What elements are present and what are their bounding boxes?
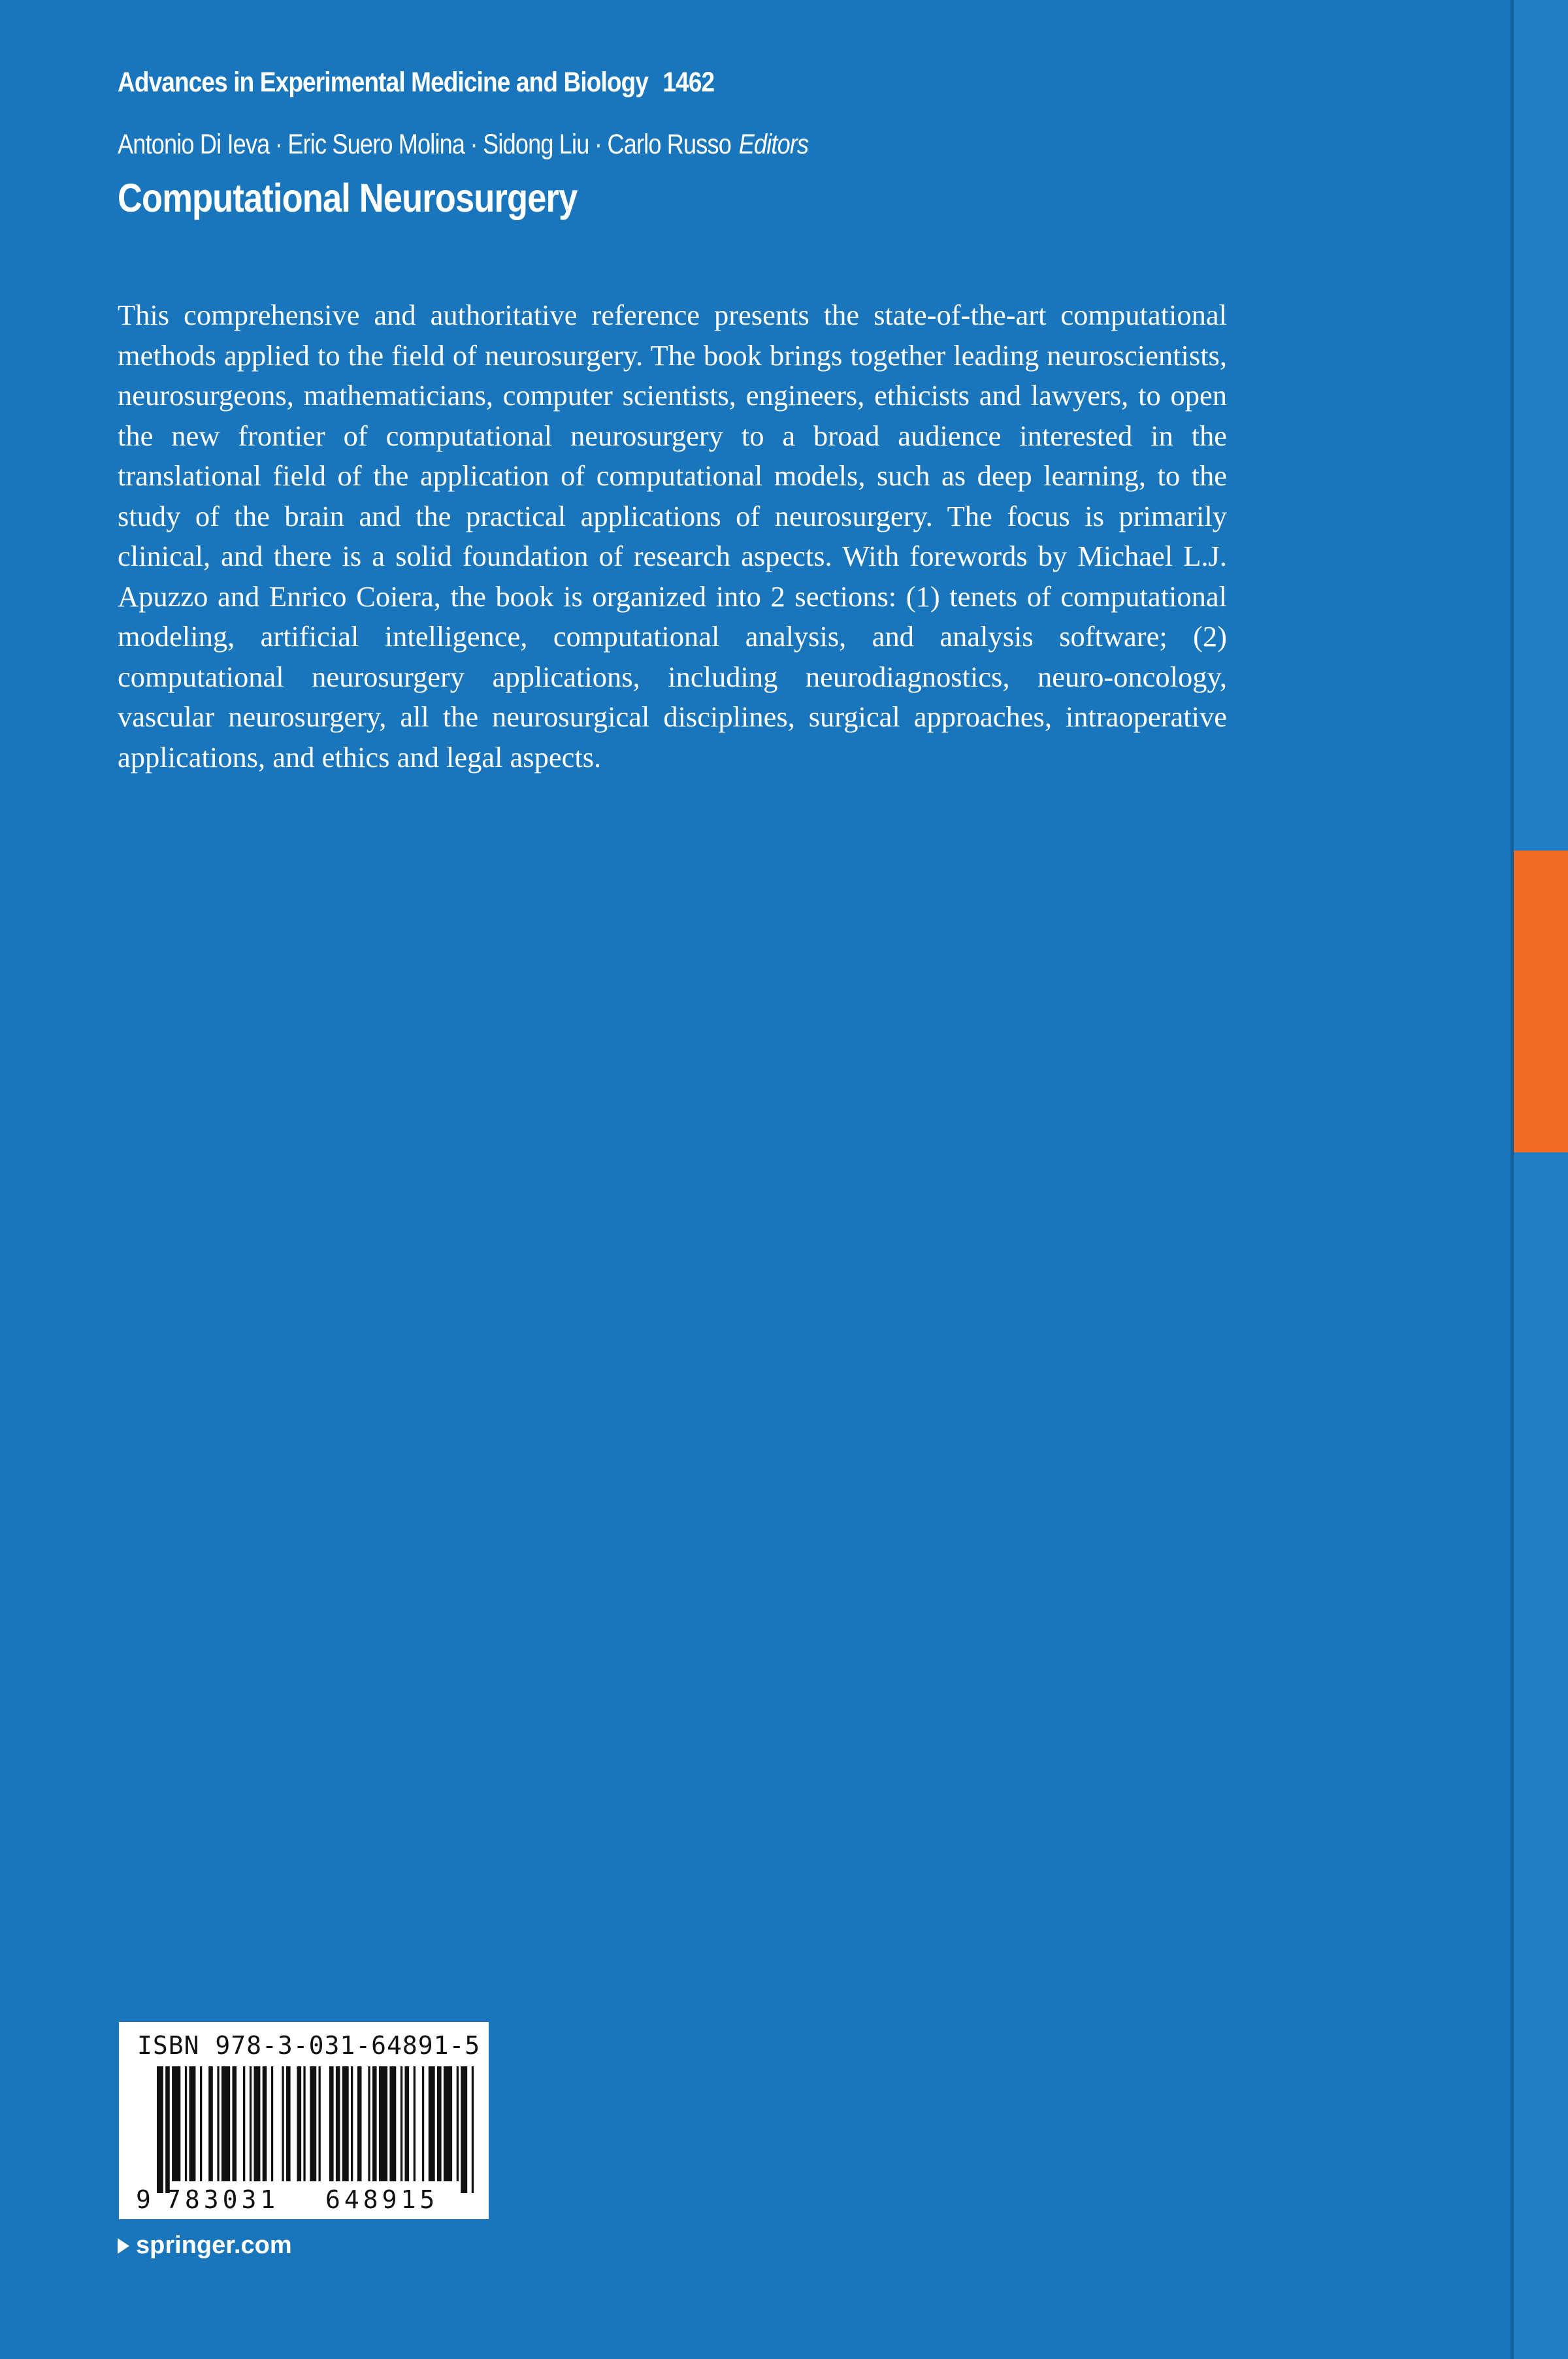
barcode-bar [243,2066,245,2181]
series-volume: 1462 [662,67,715,98]
editor-separator: · [594,129,602,160]
barcode-bar [189,2066,196,2181]
barcode-bar [422,2066,424,2181]
barcode-bar [400,2066,402,2181]
barcode-bar [200,2066,202,2181]
barcode-bar [457,2066,459,2181]
barcode-bar [368,2066,370,2181]
publisher-url: springer.com [136,2232,292,2259]
editors-role: Editors [738,129,809,160]
barcode-bar [472,2066,474,2193]
barcode-bar [165,2066,170,2193]
barcode-bar [297,2066,302,2181]
series-name: Advances in Experimental Medicine and Biology [118,67,649,98]
publisher-link[interactable] [118,2232,292,2260]
series-heading [118,67,714,99]
barcode-bar [389,2066,396,2181]
barcode-bar [217,2066,219,2181]
barcode-bar [379,2066,387,2181]
barcode-bar [271,2066,273,2181]
barcode-first-digit: 9 [136,2185,155,2214]
barcode-left-digits: 783031 [166,2185,280,2214]
barcode-bar [444,2066,452,2181]
editor-name: Antonio Di Ieva [118,129,270,160]
barcode-bar [336,2066,340,2181]
book-spine [1514,0,1568,2359]
barcode-bar [329,2066,334,2181]
editor-separator: · [274,129,282,160]
isbn-label: ISBN 978-3-031-64891-5 [137,2031,481,2060]
barcode-bar [372,2066,377,2181]
editor-separator: · [470,129,478,160]
barcode-bar [185,2066,187,2181]
barcode-bar [157,2066,163,2193]
barcode-bar [310,2066,316,2181]
editor-name: Carlo Russo [607,129,731,160]
barcode-bar [282,2066,284,2181]
editor-name: Sidong Liu [483,129,589,160]
barcode-bar [342,2066,349,2181]
barcode-bar [303,2066,305,2181]
barcode-bar [254,2066,261,2181]
barcode-bar [405,2066,410,2181]
barcode-right-digits: 648915 [325,2185,439,2214]
barcode-bar [172,2066,180,2181]
editor-name: Eric Suero Molina [287,129,465,160]
barcode-bar [221,2066,230,2181]
barcode-bar [414,2066,416,2181]
barcode-bar [351,2066,353,2181]
barcode-bar [263,2066,267,2181]
spine-orange-accent [1514,851,1568,1152]
barcode-bar [233,2066,237,2181]
book-title: Computational Neurosurgery [118,176,578,220]
barcode-bar [250,2066,252,2181]
barcode-bar [208,2066,213,2181]
barcode-bar [319,2066,321,2181]
barcode-bar [357,2066,362,2181]
barcode-bar [286,2066,291,2181]
editors-line [118,129,808,161]
book-description: This comprehensive and authoritative reference presents the state-of-the-art computational methods applied to the field of neurosurgery. The book brings together leading neuroscientists, neurosurgeons, mathematicians, computer scientists, engineers, ethicists and lawyers, to open the new frontier of computational neurosurgery to a broad audience interested in the translational field of the application of computational models, such as deep learning, to the study of the brain and the practical applications of neurosurgery. The focus is primarily clinical, and there is a solid foundation of research aspects. With forewords by Michael L.J. Apuzzo and Enrico Coiera, the book is organized into 2 sections: (1) tenets of computational modeling, artificial intelligence, computational analysis, and analysis software; (2) computational neurosurgery applications, including neurodiagnostics, neuro-oncology, vascular neurosurgery, all the neurosurgical disciplines, surgical approaches, intraoperative applications, and ethics and legal aspects. [118,299,1227,773]
isbn-barcode-box [119,2022,489,2219]
triangle-right-icon [118,2238,129,2254]
barcode-bar [437,2066,442,2181]
barcode-bar [429,2066,435,2181]
barcode-bar [461,2066,467,2193]
